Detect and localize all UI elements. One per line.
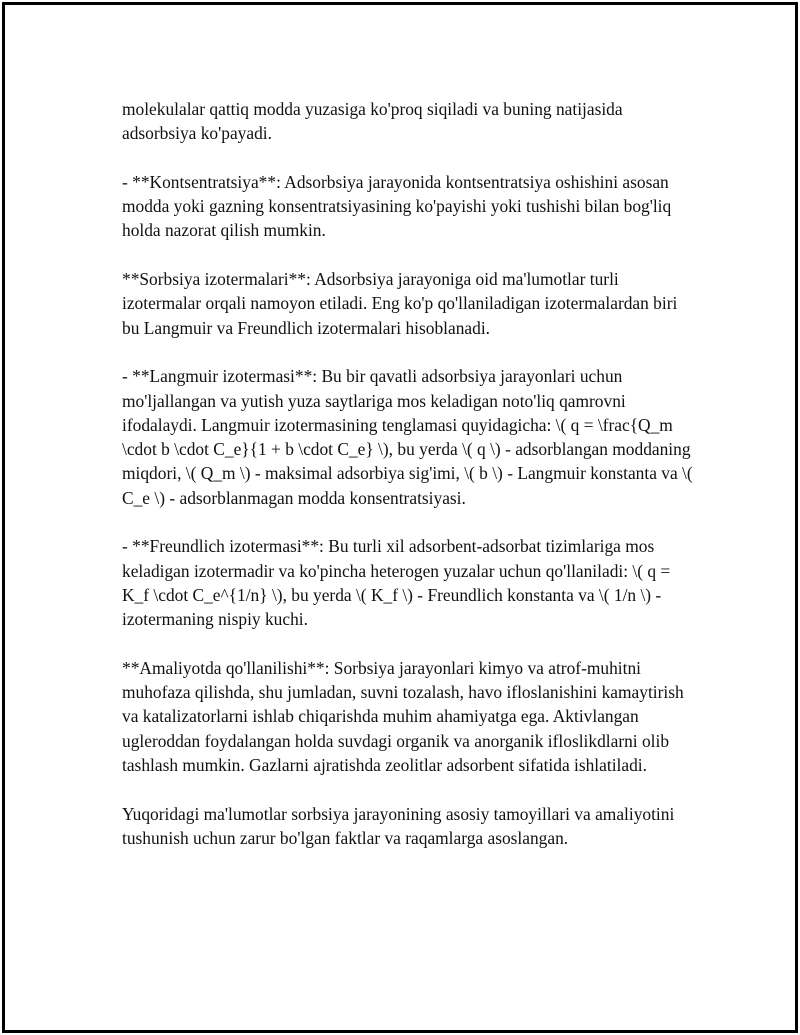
paragraph-freundlich-isotherm: - **Freundlich izotermasi**: Bu turli xil adsorbent-adsorbat tizimlariga mos keladigan izotermadir va ko'pincha heterogen yuzalar uchun qo'llaniladi: \( q = K_f \cdot C_e^{1/n} \), bu yerda \( K_f \) - Freundlich konstanta va \( 1/n \) - izotermaning nispiy kuchi. bbox=[122, 536, 671, 630]
paragraph-conclusion: Yuqoridagi ma'lumotlar sorbsiya jarayonining asosiy tamoyillari va amaliyotini tushunish uchun zarur bo'lgan faktlar va raqamlarga asoslangan. bbox=[122, 803, 675, 848]
page-frame bbox=[2, 2, 798, 1033]
paragraph-practical-application: **Amaliyotda qo'llanilishi**: Sorbsiya jarayonlari kimyo va atrof-muhitni muhofaza qilishda, shu jumladan, suvni tozalash, havo ifloslanishini kamaytirish va katalizatorlarni ishlab chiqarishda muhim ahamiyatga ega. Aktivlangan ugleroddan foydalangan holda suvdagi organik va anorganik ifloslikdlarni olib tashlash mumkin. Gazlarni ajratishda zeolitlar adsorbent sifatida ishlatiladi. bbox=[122, 657, 684, 776]
paragraph-concentration: - **Kontsentratsiya**: Adsorbsiya jarayonida kontsentratsiya oshishini asosan modda yoki gazning konsentratsiyasining ko'payishi yoki tushishi bilan bog'liq holda nazorat qilish mumkin. bbox=[122, 171, 672, 241]
paragraph-langmuir-isotherm: - **Langmuir izotermasi**: Bu bir qavatli adsorbsiya jarayonlari uchun mo'ljallangan va yutish yuza saytlariga mos keladigan noto'liq qamrovni ifodalaydi. Langmuir izotermasining tenglamasi quyidagicha: \( q = \frac{Q_m \cdot b \cdot C_e}{1 + b \cdot C_e} \), bu yerda \( q \) - adsorblangan moddaning miqdori, \( Q_m \) - maksimal adsorbiya sig'imi, \( b \) - Langmuir konstanta va \( C_e \) - adsorblanmagan modda konsentratsiyasi. bbox=[122, 366, 693, 508]
paragraph-adsorption-intro: molekulalar qattiq modda yuzasiga ko'proq siqiladi va buning natijasida adsorbsiya ko'payadi. bbox=[122, 99, 623, 144]
document-body bbox=[122, 97, 697, 875]
paragraph-sorption-isotherms: **Sorbsiya izotermalari**: Adsorbsiya jarayoniga oid ma'lumotlar turli izotermalar orqali namoyon etiladi. Eng ko'p qo'llaniladigan izotermalardan biri bu Langmuir va Freundlich izotermalari hisoblanadi. bbox=[122, 269, 678, 338]
